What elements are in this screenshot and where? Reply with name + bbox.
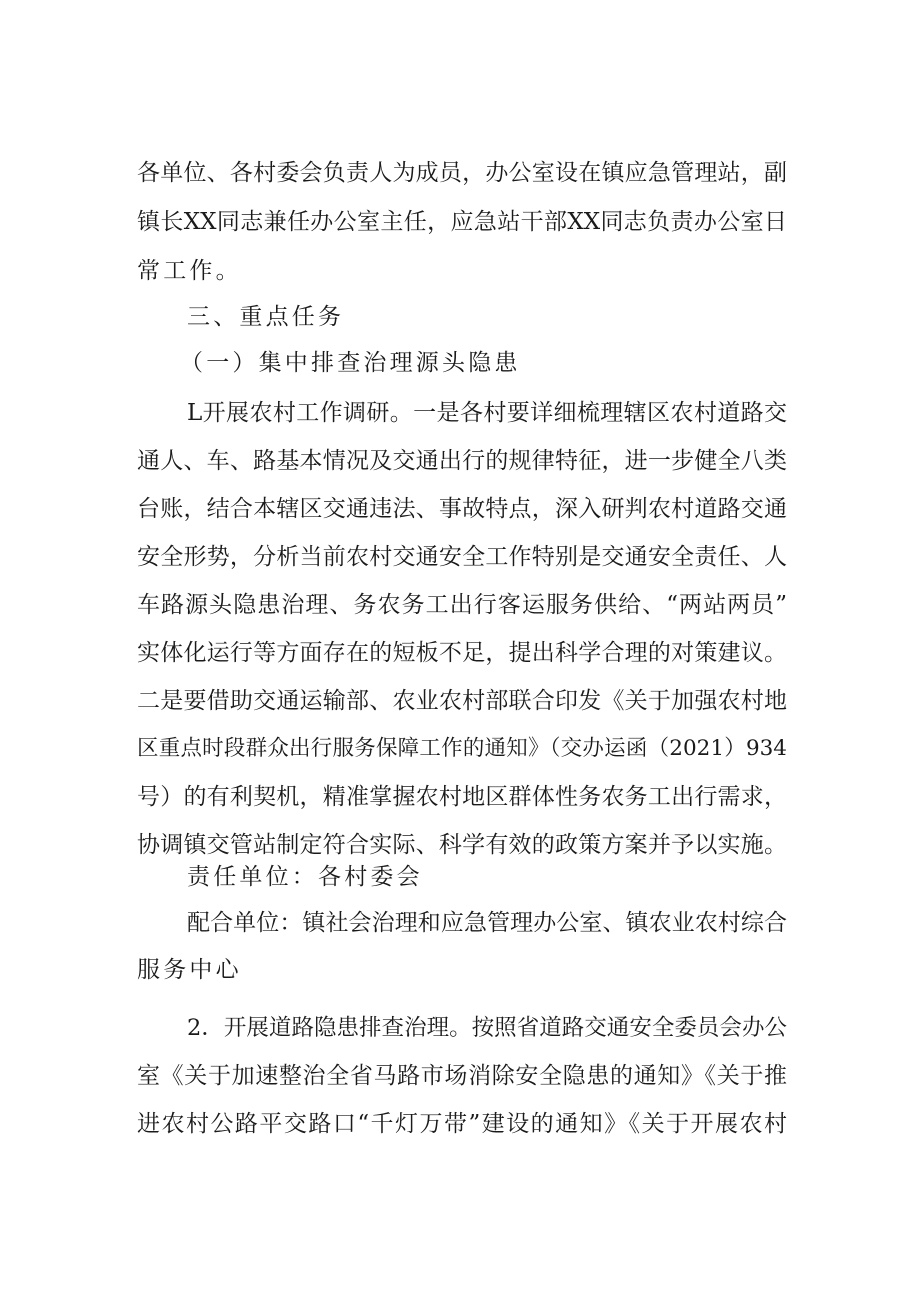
body-text-line: 通人、车、路基本情况及交通出行的规律特征，进一步健全八类 — [137, 448, 787, 474]
body-text-line: 台账，结合本辖区交通违法、事故特点，深入研判农村道路交通 — [137, 496, 787, 522]
body-text-line: 车路源头隐患治理、务农务工出行客运服务供给、“两站两员” — [137, 592, 787, 618]
responsible-unit-line: 责任单位：各村委会 — [187, 864, 423, 890]
body-text-line: L开展农村工作调研。一是各村要详细梳理辖区农村道路交 — [187, 400, 787, 426]
body-text-line: 镇长XX同志兼任办公室主任，应急站干部XX同志负责办公室日 — [137, 209, 787, 235]
body-text-line: 二是要借助交通运输部、农业农村部联合印发《关于加强农村地 — [137, 688, 787, 714]
body-text-line: 2．开展道路隐患排查治理。按照省道路交通安全委员会办公 — [187, 1015, 787, 1041]
section-heading: 三、重点任务 — [187, 304, 345, 330]
body-text-line: 常工作。 — [137, 258, 242, 284]
body-text-line: 协调镇交管站制定符合实际、科学有效的政策方案并予以实施。 — [137, 832, 787, 858]
body-text-line: 实体化运行等方面存在的短板不足，提出科学合理的对策建议。 — [137, 640, 787, 666]
body-text-line: 服务中心 — [137, 957, 242, 983]
body-text-line: 号）的有利契机，精准掌握农村地区群体性务农务工出行需求， — [137, 784, 787, 810]
body-text-line: 安全形势，分析当前农村交通安全工作特别是交通安全责任、人 — [137, 544, 787, 570]
cooperating-unit-line: 配合单位：镇社会治理和应急管理办公室、镇农业农村综合 — [187, 910, 787, 936]
body-text-line: 进农村公路平交路口“千灯万带”建设的通知》《关于开展农村 — [137, 1111, 787, 1137]
body-text-line: 各单位、各村委会负责人为成员，办公室设在镇应急管理站，副 — [137, 160, 787, 186]
body-text-line: 室《关于加速整治全省马路市场消除安全隐患的通知》《关于推 — [137, 1063, 787, 1089]
subsection-heading: （一）集中排查治理源头隐患 — [180, 350, 521, 376]
body-text-line: 区重点时段群众出行服务保障工作的通知》（交办运函（2021）934 — [137, 736, 787, 761]
